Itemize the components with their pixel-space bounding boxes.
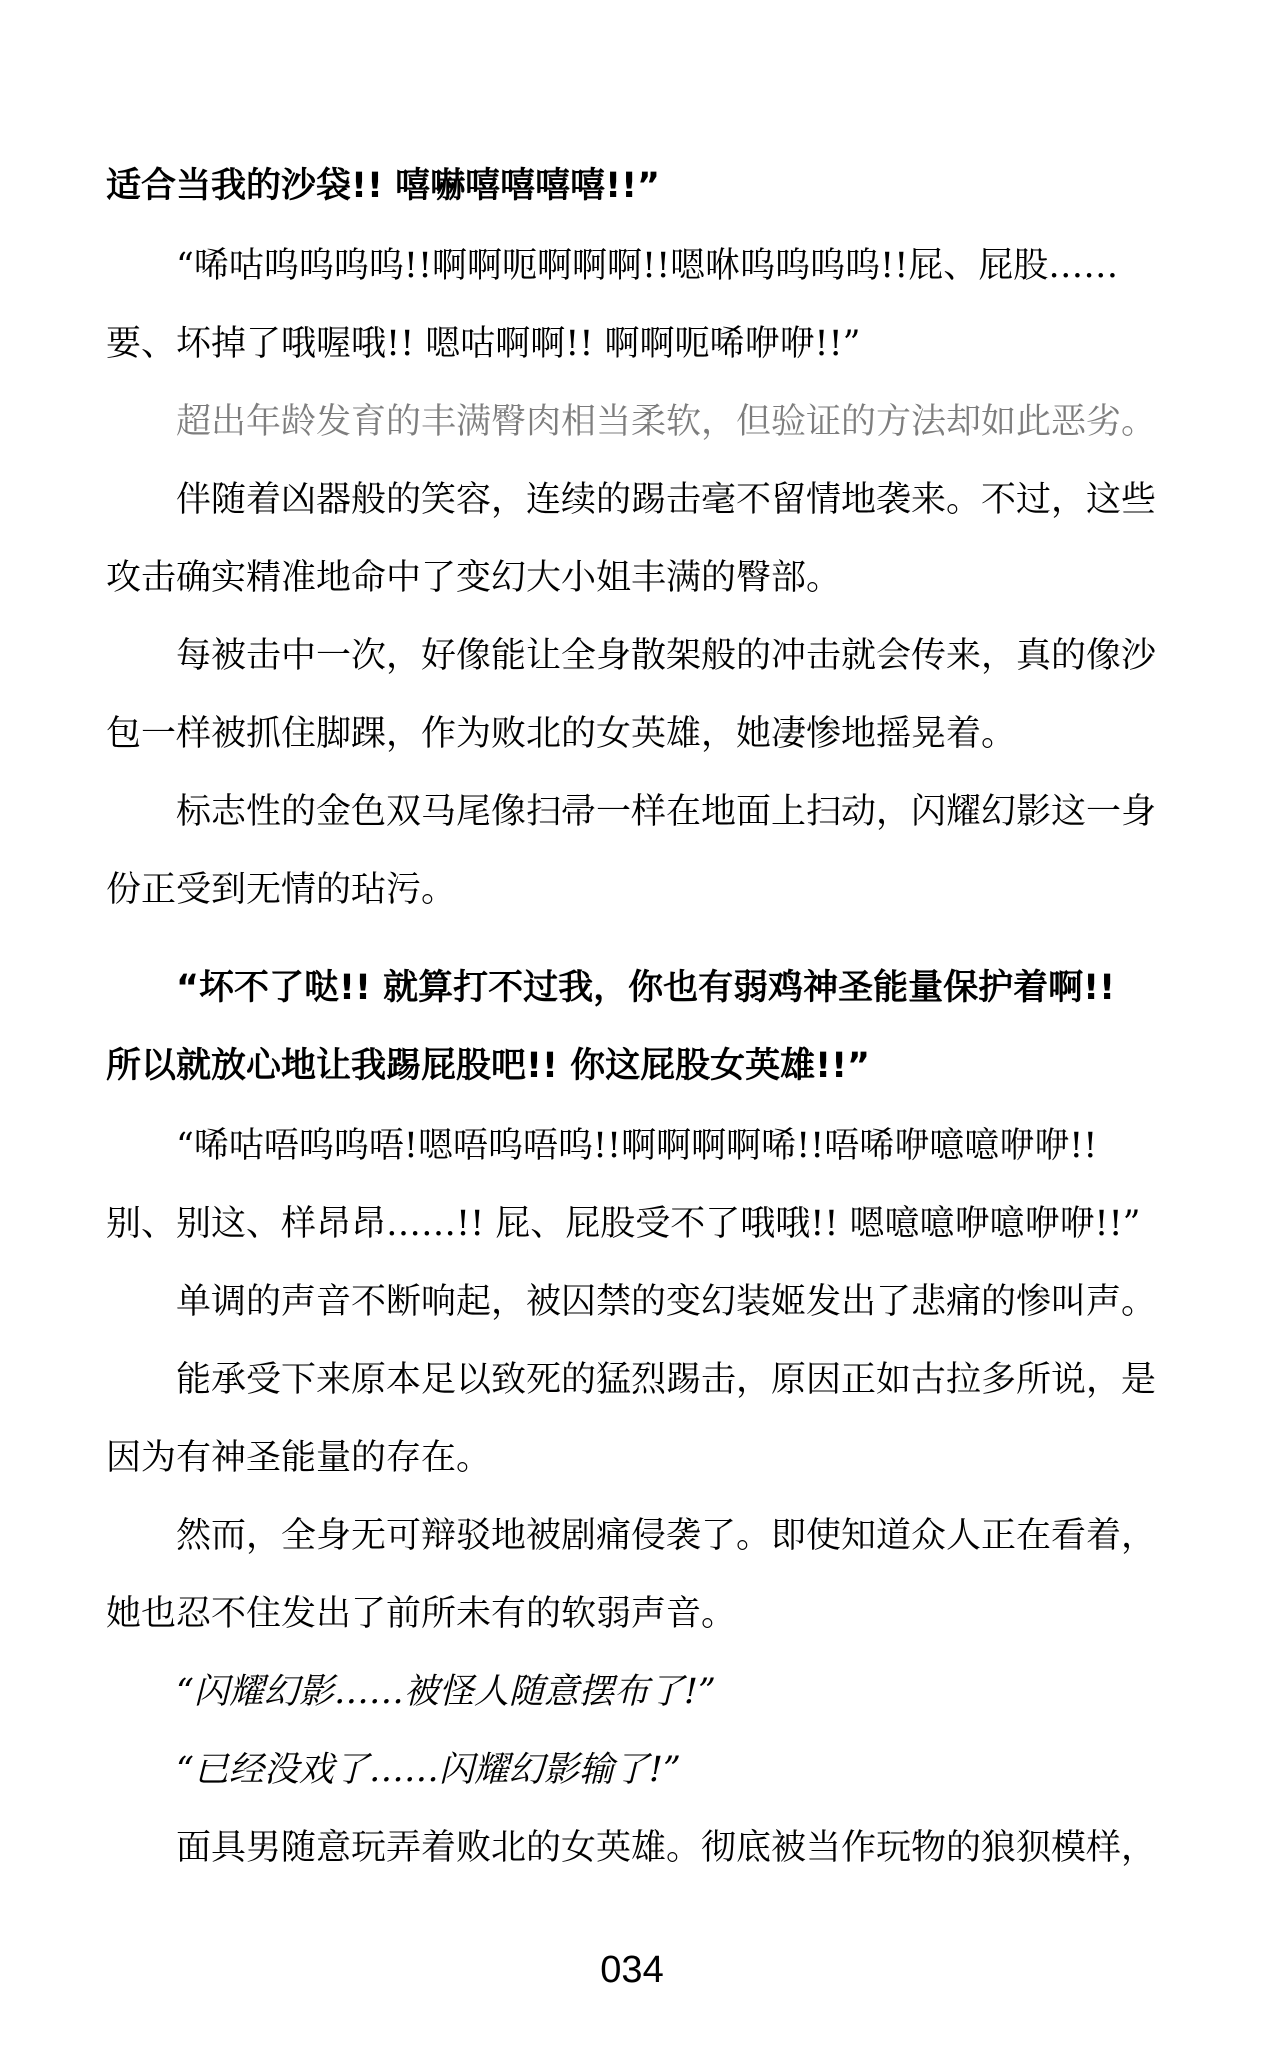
text-line: 超出年龄发育的丰满臀肉相当柔软，但验证的方法却如此恶劣。 xyxy=(176,402,1157,442)
text-line: 她也忍不住发出了前所未有的软弱声音。 xyxy=(106,1594,737,1634)
text-line: “已经没戏了……闪耀幻影输了!” xyxy=(176,1750,681,1790)
text-line: 份正受到无情的玷污。 xyxy=(106,870,457,910)
text-line: 别、别这、样昂昂……!! 屁、屁股受不了哦哦!! 嗯噫噫咿噫咿咿!!” xyxy=(106,1204,1141,1244)
text-line: 所以就放心地让我踢屁股吧!! 你这屁股女英雄!!” xyxy=(106,1046,871,1086)
text-line: 能承受下来原本足以致死的猛烈踢击，原因正如古拉多所说，是 xyxy=(176,1360,1157,1400)
text-line: 要、坏掉了哦喔哦!! 嗯咕啊啊!! 啊啊呃唏咿咿!!” xyxy=(106,324,861,364)
text-line: “坏不了哒!! 就算打不过我，你也有弱鸡神圣能量保护着啊!! xyxy=(176,968,1116,1008)
text-line: 单调的声音不断响起，被囚禁的变幻装姬发出了悲痛的惨叫声。 xyxy=(176,1282,1157,1322)
text-line: 伴随着凶器般的笑容，连续的踢击毫不留情地袭来。不过，这些 xyxy=(176,480,1157,520)
text-line: 包一样被抓住脚踝，作为败北的女英雄，她凄惨地摇晃着。 xyxy=(106,714,1017,754)
text-line: 适合当我的沙袋!! 嘻嚇嘻嘻嘻嘻!!” xyxy=(106,166,661,206)
text-line: “唏咕呜呜呜呜!!啊啊呃啊啊啊!!嗯咻呜呜呜呜!!屁、屁股…… xyxy=(176,246,1119,286)
text-line: 面具男随意玩弄着败北的女英雄。彻底被当作玩物的狼狈模样， xyxy=(176,1828,1157,1868)
page-number: 034 xyxy=(600,1949,664,1991)
text-line: 每被击中一次，好像能让全身散架般的冲击就会传来，真的像沙 xyxy=(176,636,1157,676)
text-line: “闪耀幻影……被怪人随意摆布了!” xyxy=(176,1672,716,1712)
text-line: 攻击确实精准地命中了变幻大小姐丰满的臀部。 xyxy=(106,558,842,598)
text-line: 标志性的金色双马尾像扫帚一样在地面上扫动，闪耀幻影这一身 xyxy=(176,792,1157,832)
text-line: 因为有神圣能量的存在。 xyxy=(106,1438,492,1478)
text-line: “唏咕唔呜呜唔!嗯唔呜唔呜!!啊啊啊啊唏!!唔唏咿噫噫咿咿!! xyxy=(176,1126,1098,1166)
text-line: 然而，全身无可辩驳地被剧痛侵袭了。即使知道众人正在看着， xyxy=(176,1516,1157,1556)
